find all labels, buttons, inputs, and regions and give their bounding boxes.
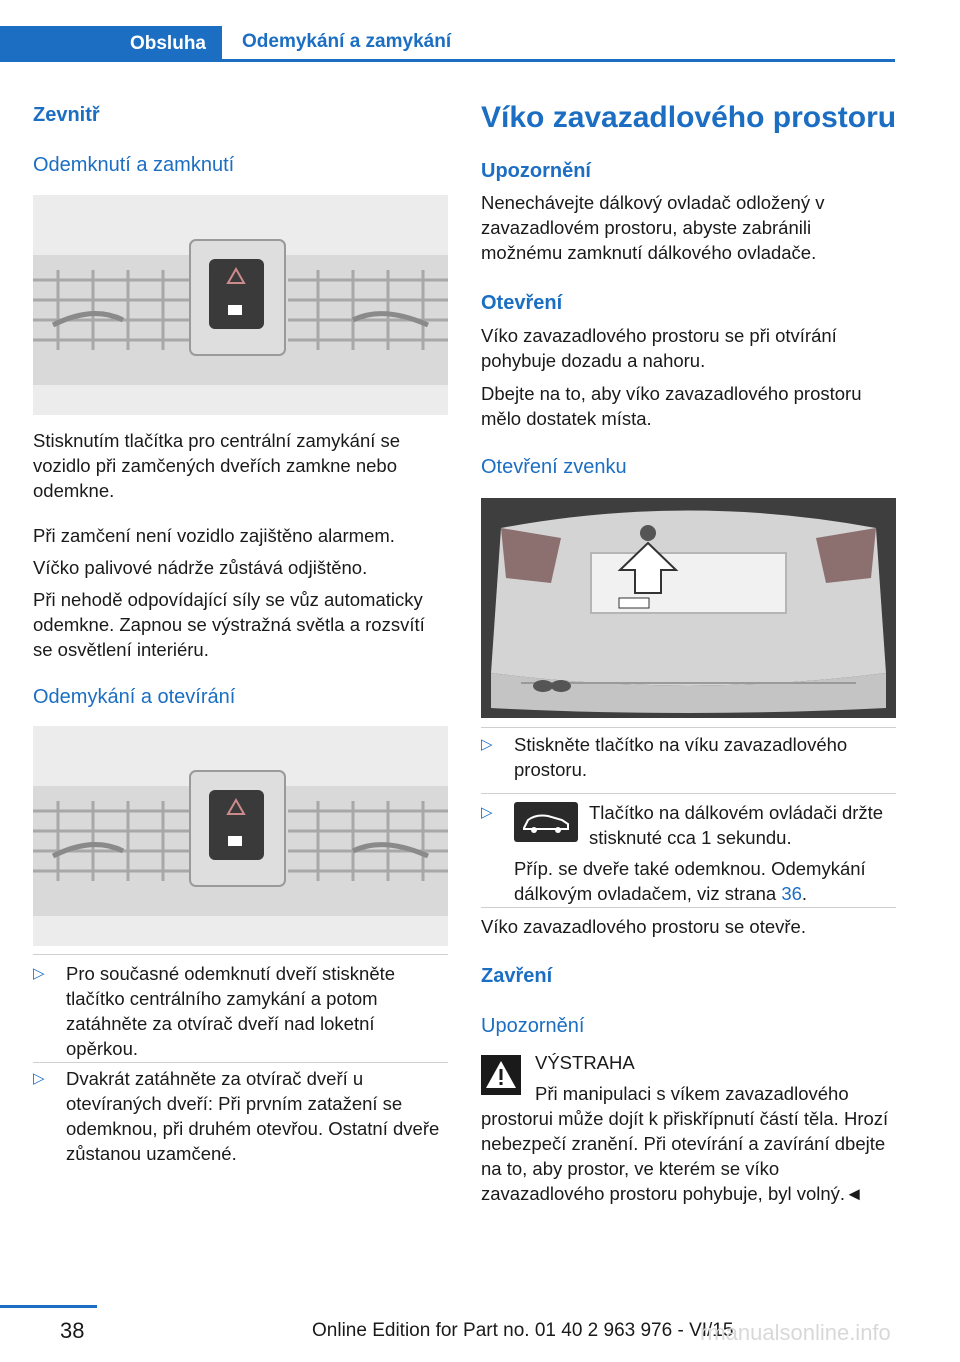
header-tabs xyxy=(0,0,895,62)
heading-otevreni-zvenku: Otevření zvenku xyxy=(481,456,627,478)
note-text: Příp. se dveře také odemknou. Odemykání dálkovým ovladačem, viz strana xyxy=(514,858,866,904)
lock-paragraph-2: Při zamčení není vozidlo zajištěno alarmem. xyxy=(33,525,395,546)
heading-viko: Víko zavazadlového prostoru xyxy=(481,101,897,134)
note-text-end: . xyxy=(801,883,808,904)
otevreni-paragraph-1: Víko zavazadlového prostoru se při otvírání pohybuje dozadu a nahoru. xyxy=(481,325,837,371)
warning-title: VÝSTRAHA xyxy=(535,1052,635,1073)
heading-zavreni: Zavření xyxy=(481,965,553,987)
bullet-text: Tlačítko na dálkovém ovládači držte stisknuté cca 1 sekundu. xyxy=(589,802,884,848)
heading-zevnitr: Zevnitř xyxy=(33,104,100,126)
tab-section-title[interactable]: Odemykání a zamykání xyxy=(222,26,895,62)
bullet-text: Dvakrát zatáhněte za otvírač dveří u otevíraných dveří: Při prvním zatažení se odemknou, při druhém otevřou. Ostatní dveře zůstanou uzamčené. xyxy=(66,1068,440,1164)
warning-text: prostorui může dojít k přiskřípnutí částí těla. Hrozí nebezpečí zranění. Při otevírání a zavírání dbejte na to, aby prostor, ve kterém se víko zavazadlového prostoru pohybuje, byl volný.◄ xyxy=(481,1108,889,1204)
bullet-text: Pro současné odemknutí dveří stiskněte tlačítko centrálního zamykání a potom zatáhněte za otvírač dveří nad loketní opěrkou. xyxy=(66,963,396,1059)
heading-upozorneni-2: Upozornění xyxy=(481,1015,585,1037)
heading-upozorneni: Upozornění xyxy=(481,160,591,182)
lock-paragraph-3: Víčko palivové nádrže zůstává odjištěno. xyxy=(33,557,368,578)
bullet-arrow-icon: ▷ xyxy=(33,965,45,982)
trunk-illustration xyxy=(481,498,896,718)
heading-otevreni: Otevření xyxy=(481,292,563,314)
divider xyxy=(33,954,448,955)
unlock-open-figure xyxy=(33,726,448,946)
upozorneni-paragraph: Nenechávejte dálkový ovladač odložený v zavazadlovém prostoru, abyste zabránili možnému zamknutí dálkového ovladače. xyxy=(481,192,825,263)
warning-icon xyxy=(481,1055,521,1095)
divider xyxy=(481,793,896,794)
watermark: rmanualsonline.info xyxy=(700,1320,891,1345)
unlock-open-illustration xyxy=(33,726,448,946)
heading-odemykani: Odemykání a otevírání xyxy=(33,686,236,708)
page-number: 38 xyxy=(60,1318,85,1343)
trunk-figure xyxy=(481,498,896,718)
footer-line xyxy=(0,1305,97,1308)
tab-obsluha[interactable]: Obsluha xyxy=(0,26,222,62)
list-item xyxy=(33,961,448,1061)
heading-odemknuti: Odemknutí a zamknutí xyxy=(33,154,235,176)
remote-trunk-button-icon xyxy=(514,802,578,842)
page-link[interactable]: 36 xyxy=(781,883,802,904)
central-lock-figure xyxy=(33,195,448,415)
lock-paragraph-1: Stisknutím tlačítka pro centrální zamykání se vozidlo při zamčených dveřích zamkne nebo odemkne. xyxy=(33,430,401,501)
divider xyxy=(481,727,896,728)
edition-text: Online Edition for Part no. 01 40 2 963 976 - VI/15 xyxy=(312,1320,734,1341)
bullet-arrow-icon: ▷ xyxy=(33,1070,45,1087)
divider xyxy=(481,907,896,908)
otevreni-paragraph-2: Dbejte na to, aby víko zavazadlového prostoru mělo dostatek místa. xyxy=(481,383,862,429)
bullet-text: Stiskněte tlačítko na víku zavazadlového prostoru. xyxy=(514,734,848,780)
divider xyxy=(33,1062,448,1063)
lock-paragraph-4: Při nehodě odpovídající síly se vůz automaticky odemkne. Zapnou se výstražná světla a rozsvítí se osvětlení interiéru. xyxy=(33,589,425,660)
bullet-arrow-icon: ▷ xyxy=(481,736,493,753)
otevre-paragraph: Víko zavazadlového prostoru se otevře. xyxy=(481,916,806,937)
bullet-note xyxy=(514,856,896,906)
list-item xyxy=(481,800,896,910)
central-lock-illustration xyxy=(33,195,448,415)
warning-text-line-1: Při manipulaci s víkem zavazadlového xyxy=(535,1083,849,1104)
list-item xyxy=(481,732,896,792)
list-item xyxy=(33,1066,448,1166)
bullet-arrow-icon: ▷ xyxy=(481,804,493,821)
